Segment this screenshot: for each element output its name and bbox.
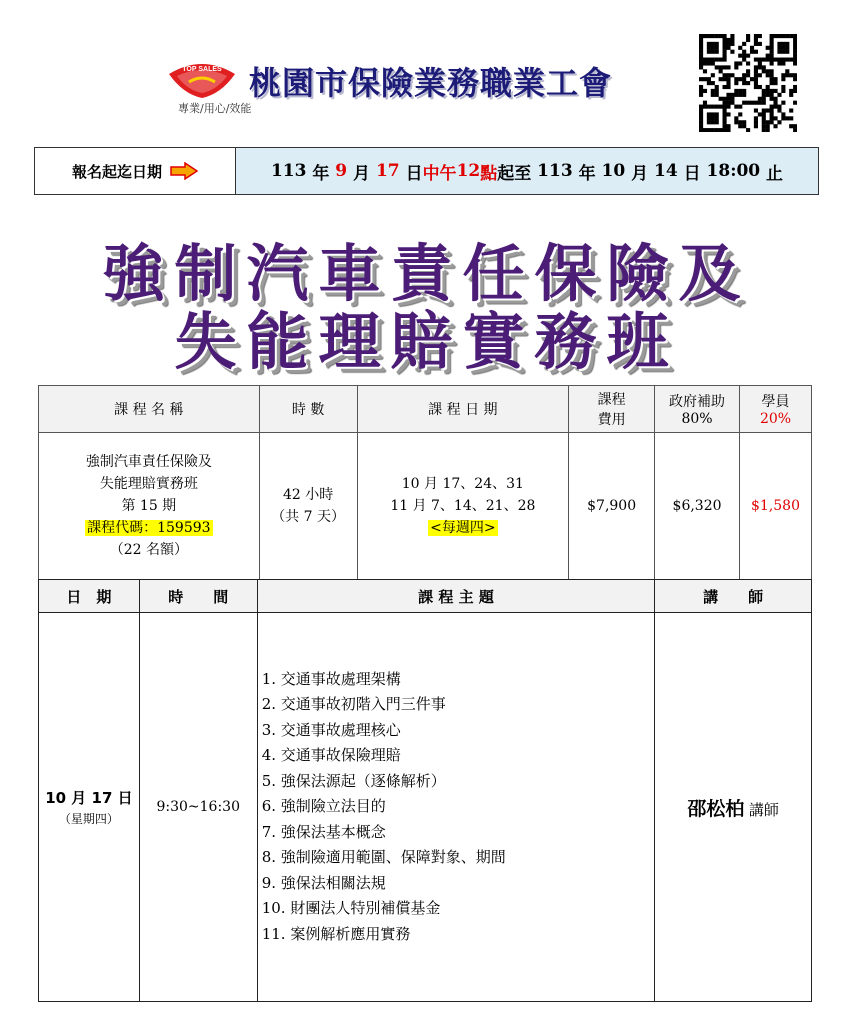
student-share-cell: $1,580 [740, 433, 812, 580]
schedule-table [38, 579, 812, 1002]
header-topic: 課 程 主 題 [257, 580, 655, 613]
course-dates-cell: 10 月 17、24、31 11 月 7、14、21、28 <每週四> [357, 433, 569, 580]
topic-item: 4. 交通事故保險理賠 [261, 746, 401, 765]
schedule-header [39, 580, 812, 613]
registration-label: 報名起迄日期 [71, 162, 162, 181]
qr-code-icon[interactable] [699, 34, 797, 132]
header-student-share: 學員 20% [740, 386, 812, 433]
fee-cell: $7,900 [569, 433, 655, 580]
header-time: 時 間 [139, 580, 257, 613]
gov-subsidy-cell: $6,320 [655, 433, 740, 580]
lecturer-title: 講師 [748, 800, 779, 819]
session-date-cell: 10 月 17 日 （星期四） [39, 613, 140, 1002]
slogan: 專業/用心/效能 [178, 102, 252, 115]
course-title-line2: 失能理賠實務班 [174, 305, 679, 378]
registration-period-bar [34, 147, 819, 195]
topic-item: 9. 強保法相關法規 [261, 873, 386, 892]
topic-list [258, 667, 655, 948]
header-course-dates: 課 程 日 期 [357, 386, 569, 433]
header-hours: 時 數 [259, 386, 357, 433]
course-code: 課程代碼：159593 [87, 520, 211, 536]
schedule-row [39, 613, 812, 1002]
lecturer-name: 邵松柏 [687, 797, 745, 820]
union-logo [163, 60, 241, 100]
course-name-cell: 強制汽車責任保險及 失能理賠實務班 第 15 期 課程代碼：159593 （22 名額） [39, 433, 260, 580]
header-lecturer: 講 師 [655, 580, 812, 613]
arrow-right-icon [170, 162, 198, 180]
topic-item: 11. 案例解析應用實務 [261, 924, 411, 943]
session-time-cell: 9:30~16:30 [139, 613, 257, 1002]
topic-item: 6. 強制險立法目的 [261, 797, 386, 816]
course-table-header [39, 386, 812, 433]
lecturer-cell [655, 613, 812, 1002]
registration-label-cell [35, 148, 236, 194]
course-title-line1: 強制汽車責任保險及 [102, 237, 751, 310]
topic-item: 1. 交通事故處理架構 [261, 669, 401, 688]
course-info-table [38, 385, 812, 580]
topic-item: 2. 交通事故初階入門三件事 [261, 695, 446, 714]
topic-item: 7. 強保法基本概念 [261, 822, 386, 841]
org-name: 桃園市保險業務職業工會 [249, 64, 613, 102]
topic-item: 10. 財團法人特別補償基金 [261, 899, 441, 918]
topic-item: 5. 強保法源起（逐條解析） [261, 771, 446, 790]
logo-text: TOP SALES [182, 66, 222, 73]
topic-item: 8. 強制險適用範圍、保障對象、期間 [261, 848, 506, 867]
topics-cell [257, 613, 655, 1002]
hours-cell: 42 小時 （共 7 天） [259, 433, 357, 580]
header-date: 日 期 [39, 580, 140, 613]
header-fee: 課程 費用 [569, 386, 655, 433]
header-gov-subsidy: 政府補助 80% [655, 386, 740, 433]
header-course-name: 課 程 名 稱 [39, 386, 260, 433]
registration-dates: 113 年 9 月 17 日 中午 12 點 起至 113 年 10 月 14 日 18:00 止 [236, 148, 818, 194]
quota: （22 名額） [109, 542, 188, 558]
course-table-row [39, 433, 812, 580]
topic-item: 3. 交通事故處理核心 [261, 720, 401, 739]
